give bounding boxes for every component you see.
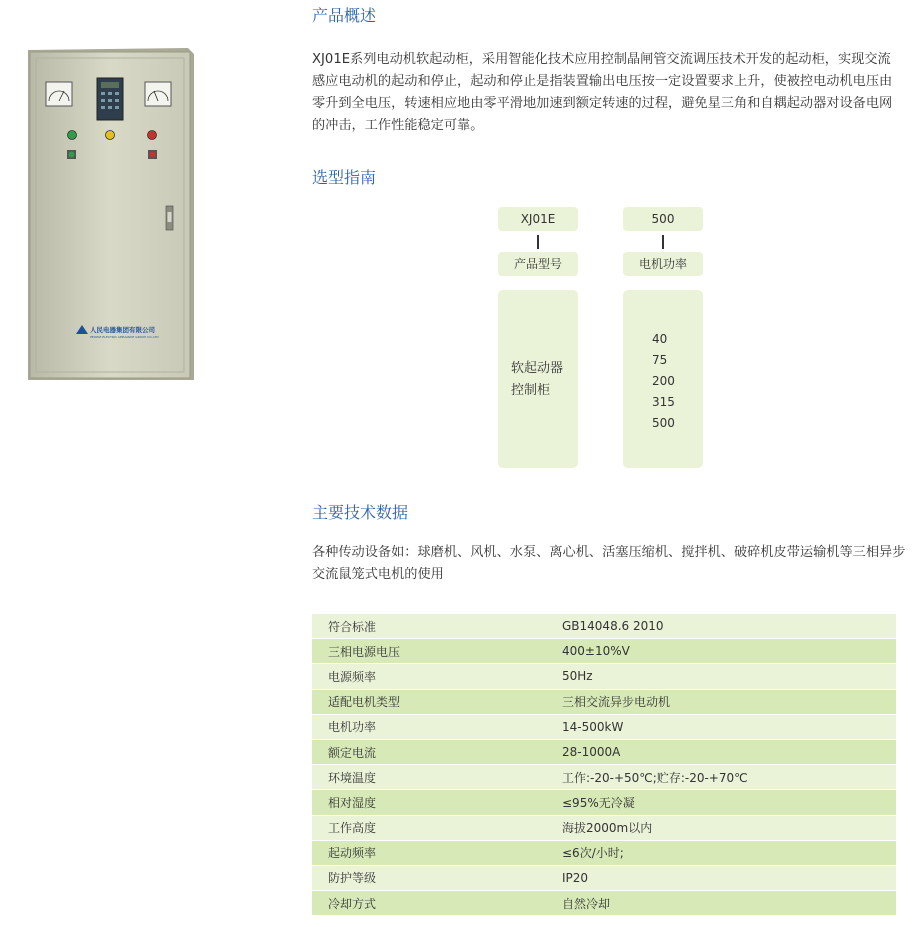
product-cabinet-image <box>18 46 198 386</box>
spec-row <box>312 840 896 865</box>
spec-value: 三相交流异步电动机 <box>548 689 896 714</box>
spec-row <box>312 664 896 689</box>
power-option: 75 <box>652 352 668 367</box>
spec-key: 电源频率 <box>312 664 548 689</box>
spec-key: 起动频率 <box>312 840 548 865</box>
model-description-line: 控制柜 <box>511 383 551 398</box>
spec-row <box>312 790 896 815</box>
spec-value: 50Hz <box>548 664 896 689</box>
model-code-box: XJ01E <box>498 207 578 231</box>
spec-key: 适配电机类型 <box>312 689 548 714</box>
spec-row <box>312 614 896 639</box>
overview-heading: 产品概述 <box>312 6 377 25</box>
spec-row <box>312 714 896 739</box>
spec-value: ≤6次/小时; <box>548 840 896 865</box>
spec-row <box>312 765 896 790</box>
power-code-box: 500 <box>623 207 703 231</box>
model-description-box <box>498 290 578 468</box>
spec-value: ≤95%无冷凝 <box>548 790 896 815</box>
power-connector <box>662 235 664 249</box>
spec-row <box>312 865 896 890</box>
spec-row <box>312 815 896 840</box>
spec-value: 海拔2000m以内 <box>548 815 896 840</box>
power-option: 200 <box>652 373 675 388</box>
spec-row <box>312 639 896 664</box>
power-option: 40 <box>652 331 668 346</box>
spec-row <box>312 689 896 714</box>
model-description-line: 软起动器 <box>511 361 564 376</box>
spec-key: 三相电源电压 <box>312 639 548 664</box>
spec-row <box>312 891 896 916</box>
spec-key: 额定电流 <box>312 739 548 764</box>
model-connector <box>537 235 539 249</box>
spec-key: 电机功率 <box>312 714 548 739</box>
overview-text: XJ01E系列电动机软起动柜，采用智能化技术应用控制晶闸管交流调压技术开发的起动柜，实现交流感应电动机的起动和停止，起动和停止是指装置输出电压按一定设置要求上升，使被控电动机电压由零升到全电压，转速相应地由零平滑地加速到额定转速的过程，避免星三角和自耦起动器对设备电网的冲击，工作性能稳定可靠。 <box>312 52 893 133</box>
spec-value: IP20 <box>548 865 896 890</box>
cabinet-brand-en: PEOPLE ELECTRIC APPLIANCE GROUP CO.,LTD <box>90 335 159 339</box>
spec-key: 相对湿度 <box>312 790 548 815</box>
spec-key: 符合标准 <box>312 614 548 639</box>
spec-key: 冷却方式 <box>312 891 548 916</box>
spec-key: 环境温度 <box>312 765 548 790</box>
tech-intro-text: 各种传动设备如：球磨机、风机、水泵、离心机、活塞压缩机、搅拌机、破碎机皮带运输机等三相异步交流鼠笼式电机的使用 <box>312 545 906 582</box>
spec-key: 工作高度 <box>312 815 548 840</box>
spec-value: GB14048.6 2010 <box>548 614 896 639</box>
cabinet-brand-cn: 人民电器集团有限公司 <box>90 326 155 334</box>
spec-row <box>312 739 896 764</box>
power-options-box <box>623 290 703 468</box>
power-label-box: 电机功率 <box>623 252 703 276</box>
power-option: 500 <box>652 415 675 430</box>
spec-value: 28-1000A <box>548 739 896 764</box>
spec-table <box>312 614 896 916</box>
model-label-box: 产品型号 <box>498 252 578 276</box>
spec-value: 400±10%V <box>548 639 896 664</box>
spec-value: 14-500kW <box>548 714 896 739</box>
tech-data-heading: 主要技术数据 <box>312 503 409 522</box>
spec-value: 工作:-20-+50℃;贮存:-20-+70℃ <box>548 765 896 790</box>
spec-key: 防护等级 <box>312 865 548 890</box>
selection-guide-heading: 选型指南 <box>312 168 377 187</box>
power-option: 315 <box>652 394 675 409</box>
spec-value: 自然冷却 <box>548 891 896 916</box>
